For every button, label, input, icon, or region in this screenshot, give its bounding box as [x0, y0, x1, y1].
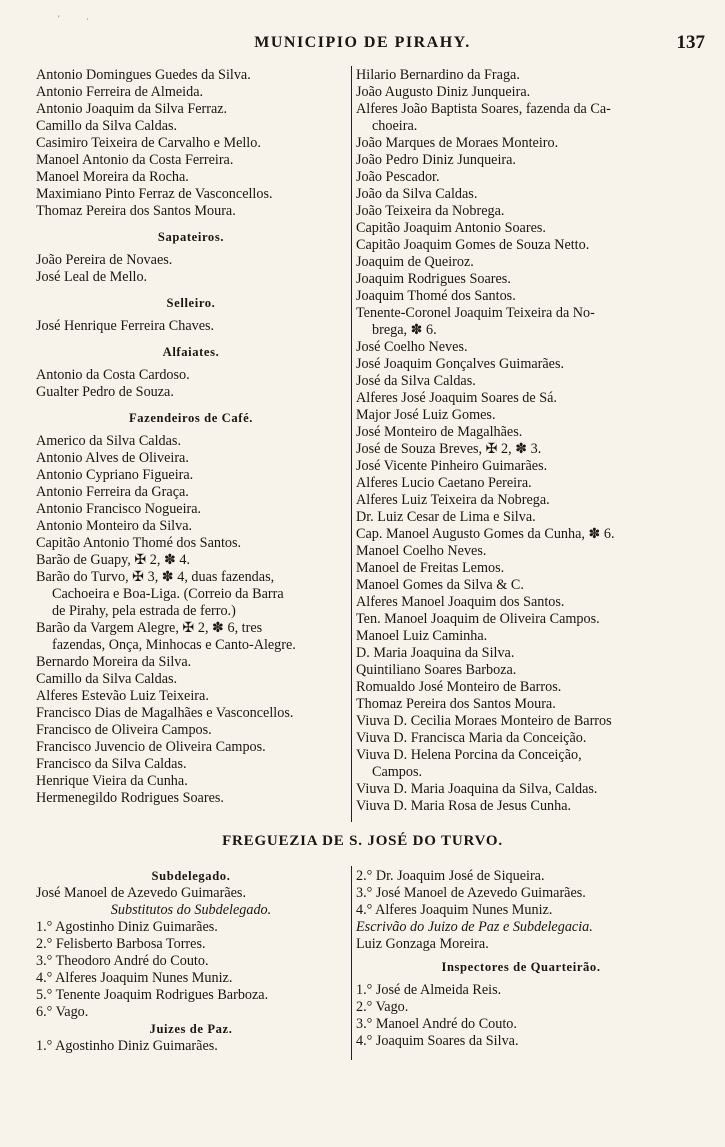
list-item: Antonio Cypriano Figueira. [36, 467, 194, 483]
names-list [36, 67, 346, 220]
list-item: Barão de Guapy, ✠ 2, ✽ 4. [36, 552, 191, 568]
list-item: Luiz Gonzaga Moreira. [356, 936, 489, 952]
left-column [36, 67, 346, 807]
list-item: José Monteiro de Magalhães. [356, 424, 523, 440]
list-item: Hilario Bernardino da Fraga. [356, 67, 520, 83]
list-item: Antonio Ferreira de Almeida. [36, 84, 204, 100]
list-item: João Pedro Diniz Junqueira. [356, 152, 516, 168]
list-item: 4.° Alferes Joaquim Nunes Muniz. [36, 970, 233, 986]
list-item: Manoel Antonio da Costa Ferreira. [36, 152, 234, 168]
column-divider [351, 866, 352, 1060]
list-item: Casimiro Teixeira de Carvalho e Mello. [36, 135, 261, 151]
list-item: 4.° Alferes Joaquim Nunes Muniz. [356, 902, 553, 918]
list-item: Antonio Alves de Oliveira. [36, 450, 189, 466]
list-item: 4.° Joaquim Soares da Silva. [356, 1033, 519, 1049]
heading-substitutos: Substitutos do Subdelegado. [110, 902, 272, 918]
list-item: Manoel Coelho Neves. [356, 543, 487, 559]
list-item: Barão do Turvo, ✠ 3, ✽ 4, duas fazendas, [36, 569, 275, 585]
heading-fazendeiros: Fazendeiros de Café. [128, 411, 254, 425]
list-item: José da Silva Caldas. [356, 373, 476, 389]
list-item: Francisco Juvencio de Oliveira Campos. [36, 739, 266, 755]
list-item: Antonio Francisco Nogueira. [36, 501, 202, 517]
list-item: Antonio Monteiro da Silva. [36, 518, 193, 534]
list-item: 1.° José de Almeida Reis. [356, 982, 502, 998]
list-item: Joaquim de Queiroz. [356, 254, 474, 270]
list-item: 1.° Agostinho Diniz Guimarães. [36, 1038, 218, 1054]
list-item: Camillo da Silva Caldas. [36, 671, 178, 687]
list-item: Capitão Joaquim Antonio Soares. [356, 220, 546, 236]
list-item: 2.° Felisberto Barbosa Torres. [36, 936, 206, 952]
list-item: Cachoeira e Boa-Liga. (Correio da Barra [52, 586, 284, 602]
list-item: João Pereira de Novaes. [36, 252, 173, 268]
list-item: José Manoel de Azevedo Guimarães. [36, 885, 246, 901]
list-item: Ten. Manoel Joaquim de Oliveira Campos. [356, 611, 600, 627]
list-item: 6.° Vago. [36, 1004, 89, 1020]
corner-marks: ' · [58, 14, 101, 24]
parish-right-column [356, 868, 686, 1050]
list-item: Viuva D. Maria Rosa de Jesus Cunha. [356, 798, 572, 814]
list-item: 2.° Vago. [356, 999, 409, 1015]
heading-juizes: Juizes de Paz. [149, 1022, 233, 1036]
heading-alfaiates: Alfaiates. [162, 345, 220, 359]
page-number: 137 [676, 32, 705, 53]
list-item: João Marques de Moraes Monteiro. [356, 135, 559, 151]
list-item: Alferes Manoel Joaquim dos Santos. [356, 594, 565, 610]
list-item: 3.° Manoel André do Couto. [356, 1016, 517, 1032]
heading-inspectores: Inspectores de Quarteirão. [441, 960, 601, 974]
list-item: Joaquim Rodrigues Soares. [356, 271, 511, 287]
list-item: Gualter Pedro de Souza. [36, 384, 174, 400]
list-item: Henrique Vieira da Cunha. [36, 773, 188, 789]
list-item: João Teixeira da Nobrega. [356, 203, 505, 219]
list-item: Alferes José Joaquim Soares de Sá. [356, 390, 557, 406]
list-item: José Vicente Pinheiro Guimarães. [356, 458, 548, 474]
list-item: João Augusto Diniz Junqueira. [356, 84, 531, 100]
list-item: José Leal de Mello. [36, 269, 148, 285]
list-item: fazendas, Onça, Minhocas e Canto-Alegre. [52, 637, 296, 653]
list-item: Capitão Joaquim Gomes de Souza Netto. [356, 237, 590, 253]
heading-escrivao: Escrivão do Juizo de Paz e Subdelegacia. [356, 919, 593, 935]
list-item: Manoel Gomes da Silva & C. [356, 577, 524, 593]
list-item: Viuva D. Helena Porcina da Conceição, [356, 747, 582, 763]
list-item: José Joaquim Gonçalves Guimarães. [356, 356, 565, 372]
column-divider [351, 66, 352, 822]
list-item: 3.° José Manoel de Azevedo Guimarães. [356, 885, 586, 901]
list-item: José Coelho Neves. [356, 339, 468, 355]
list-item: Major José Luiz Gomes. [356, 407, 496, 423]
list-item: Americo da Silva Caldas. [36, 433, 181, 449]
list-item: Thomaz Pereira dos Santos Moura. [356, 696, 556, 712]
list-item: Cap. Manoel Augusto Gomes da Cunha, ✽ 6. [356, 526, 615, 542]
parish-section-title: FREGUEZIA DE S. JOSÉ DO TURVO. [222, 833, 503, 849]
list-item: Manoel Luiz Caminha. [356, 628, 488, 644]
list-item: Francisco da Silva Caldas. [36, 756, 187, 772]
heading-selleiro: Selleiro. [166, 296, 216, 310]
list-item: Romualdo José Monteiro de Barros. [356, 679, 562, 695]
page-title: MUNICIPIO DE PIRAHY. [254, 34, 471, 51]
list-item: 2.° Dr. Joaquim José de Siqueira. [356, 868, 545, 884]
list-item: 3.° Theodoro André do Couto. [36, 953, 209, 969]
right-column [356, 67, 686, 815]
list-item: Francisco Dias de Magalhães e Vasconcellos. [36, 705, 294, 721]
list-item: de Pirahy, pela estrada de ferro.) [52, 603, 236, 619]
heading-subdelegado: Subdelegado. [151, 869, 231, 883]
list-item: Joaquim Thomé dos Santos. [356, 288, 516, 304]
list-item: Alferes Estevão Luiz Teixeira. [36, 688, 209, 704]
list-item: Manoel Moreira da Rocha. [36, 169, 189, 185]
list-item: Bernardo Moreira da Silva. [36, 654, 192, 670]
list-item: 5.° Tenente Joaquim Rodrigues Barboza. [36, 987, 269, 1003]
list-item: Camillo da Silva Caldas. [36, 118, 178, 134]
list-item: Quintiliano Soares Barboza. [356, 662, 517, 678]
list-item: D. Maria Joaquina da Silva. [356, 645, 515, 661]
list-item: Dr. Luiz Cesar de Lima e Silva. [356, 509, 536, 525]
parish-left-column [36, 868, 346, 1055]
list-item: Antonio Ferreira da Graça. [36, 484, 189, 500]
list-item: Capitão Antonio Thomé dos Santos. [36, 535, 242, 551]
list-item: Viuva D. Maria Joaquina da Silva, Caldas. [356, 781, 598, 797]
list-item: Hermenegildo Rodrigues Soares. [36, 790, 224, 806]
list-item: Viuva D. Francisca Maria da Conceição. [356, 730, 587, 746]
heading-sapateiros: Sapateiros. [157, 230, 225, 244]
list-item: choeira. [372, 118, 418, 134]
list-item: Viuva D. Cecilia Moraes Monteiro de Barros [356, 713, 612, 729]
list-item: João da Silva Caldas. [356, 186, 478, 202]
list-item: Francisco de Oliveira Campos. [36, 722, 212, 738]
list-item: Maximiano Pinto Ferraz de Vasconcellos. [36, 186, 273, 202]
list-item: Alferes Luiz Teixeira da Nobrega. [356, 492, 550, 508]
list-item: Campos. [372, 764, 423, 780]
list-item: Alferes Lucio Caetano Pereira. [356, 475, 532, 491]
list-item: Antonio Joaquim da Silva Ferraz. [36, 101, 228, 117]
list-item: Thomaz Pereira dos Santos Moura. [36, 203, 236, 219]
list-item: Tenente-Coronel Joaquim Teixeira da No- [356, 305, 595, 321]
list-item: 1.° Agostinho Diniz Guimarães. [36, 919, 218, 935]
list-item: Antonio da Costa Cardoso. [36, 367, 190, 383]
list-item: José Henrique Ferreira Chaves. [36, 318, 215, 334]
list-item: Antonio Domingues Guedes da Silva. [36, 67, 251, 83]
list-item: Manoel de Freitas Lemos. [356, 560, 505, 576]
list-item: Barão da Vargem Alegre, ✠ 2, ✽ 6, tres [36, 620, 263, 636]
list-item: João Pescador. [356, 169, 440, 185]
list-item: José de Souza Breves, ✠ 2, ✽ 3. [356, 441, 542, 457]
list-item: Alferes João Baptista Soares, fazenda da Ca- [356, 101, 611, 117]
list-item: brega, ✽ 6. [372, 322, 437, 338]
